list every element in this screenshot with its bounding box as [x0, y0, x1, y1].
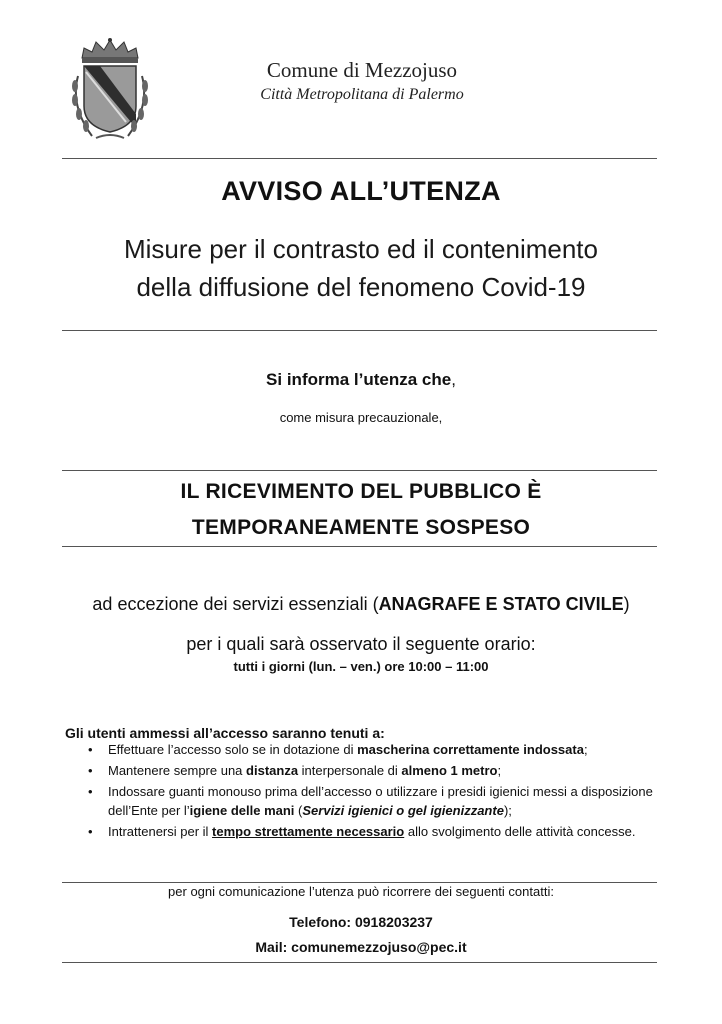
rule-text: interpersonale di — [298, 763, 402, 778]
list-item — [88, 782, 663, 820]
rule-emphasis: distanza — [246, 763, 299, 778]
rule-text: Mantenere sempre una — [108, 763, 247, 778]
contacts-intro: per ogni comunicazione l’utenza può ricorrere dei seguenti contatti: — [168, 884, 554, 899]
subtitle-line-2: della diffusione del fenomeno Covid-19 — [136, 272, 586, 302]
rule-emphasis: Servizi igienici o gel igienizzante — [302, 803, 504, 818]
hours-intro: per i quali sarà osservato il seguente orario: — [186, 634, 536, 654]
divider — [62, 470, 657, 471]
rule-emphasis: igiene delle mani — [189, 803, 295, 818]
subtitle-line-1: Misure per il contrasto ed il contenimento — [123, 234, 598, 264]
list-item — [88, 740, 663, 759]
rules-list — [88, 740, 663, 843]
page-title: AVVISO ALL’UTENZA — [221, 176, 501, 206]
rule-text: allo svolgimento delle attività concesse. — [404, 824, 636, 839]
rule-emphasis: almeno 1 metro — [401, 763, 498, 778]
org-name: Comune di Mezzojuso — [266, 58, 458, 82]
divider — [62, 158, 657, 159]
rule-text: Intrattenersi per il — [108, 824, 213, 839]
notice-line-2: TEMPORANEAMENTE SOSPESO — [191, 516, 531, 539]
org-subtitle: Città Metropolitana di Palermo — [260, 86, 464, 103]
rule-text: Effettuare l’accesso solo se in dotazione di — [108, 742, 358, 757]
intro-line-2: come misura precauzionale, — [279, 410, 443, 425]
suspension-notice — [0, 474, 722, 546]
intro-bold: Si informa l’utenza che — [266, 370, 452, 389]
notice-line-1: IL RICEVIMENTO DEL PUBBLICO È — [180, 480, 542, 503]
phone-contact: Telefono: 0918203237 — [289, 914, 433, 930]
email-contact: Mail: comunemezzojuso@pec.it — [255, 939, 467, 955]
rule-text: ; — [583, 742, 588, 757]
divider — [62, 546, 657, 547]
rule-text: ; — [497, 763, 502, 778]
rule-text: Indossare guanti monouso prima dell’accesso o utilizzare i presidi igienici messi a disposizione dell’Ente per l’ — [108, 784, 653, 818]
rule-emphasis: mascherina correttamente indossata — [357, 742, 584, 757]
rule-emphasis: tempo strettamente necessario — [212, 824, 405, 839]
page-subtitle — [0, 230, 722, 306]
opening-hours: tutti i giorni (lun. – ven.) ore 10:00 – 11:00 — [233, 659, 489, 674]
divider — [62, 882, 657, 883]
rule-text: ); — [503, 803, 512, 818]
intro-line — [0, 370, 722, 390]
rule-text: ( — [294, 803, 303, 818]
intro-comma: , — [451, 370, 456, 389]
list-item — [88, 822, 663, 841]
divider — [62, 330, 657, 331]
exceptions-close: ) — [623, 594, 630, 614]
divider — [62, 962, 657, 963]
essential-services: ANAGRAFE E STATO CIVILE — [378, 594, 624, 614]
exceptions-text: ad eccezione dei servizi essenziali ( — [92, 594, 379, 614]
users-heading: Gli utenti ammessi all’accesso saranno tenuti a: — [65, 725, 385, 741]
exceptions-line — [0, 594, 722, 615]
list-item — [88, 761, 663, 780]
